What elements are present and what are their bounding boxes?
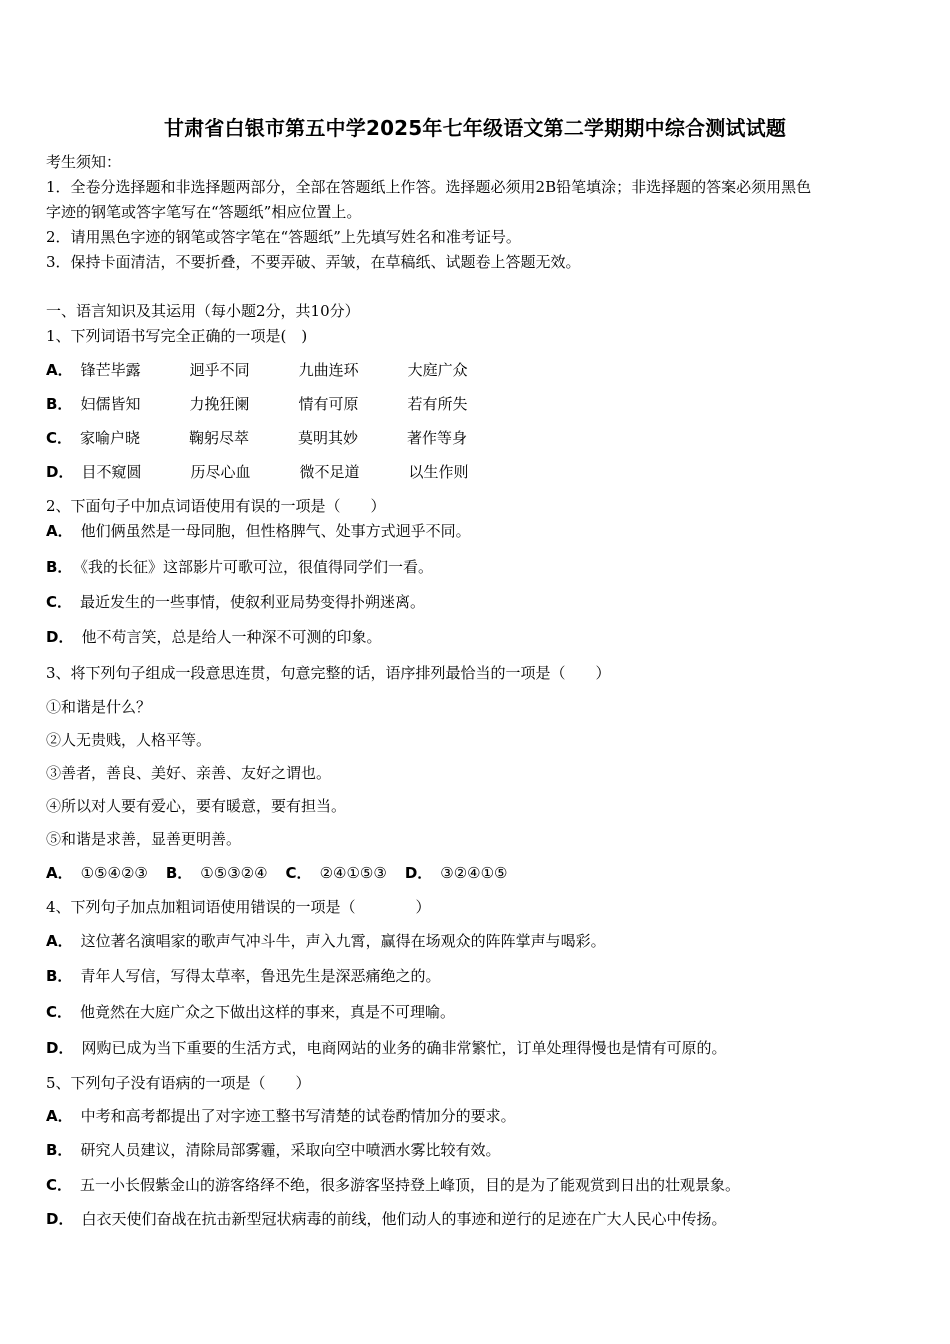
option-label: D． bbox=[46, 1210, 74, 1228]
option-label: C． bbox=[46, 429, 73, 447]
question-1-option-b bbox=[46, 394, 516, 414]
option-text: ②④①⑤③ bbox=[319, 864, 387, 882]
question-5-option-d bbox=[46, 1209, 726, 1229]
question-2-option-d bbox=[46, 627, 381, 647]
option-label: D． bbox=[404, 864, 433, 882]
page-title: 甘肃省白银市第五中学2025年七年级语文第二学期期中综合测试试题 bbox=[163, 116, 787, 140]
option-label: B． bbox=[46, 1141, 73, 1159]
option-text: 网购已成为当下重要的生活方式，电商网站的业务的确非常繁忙，订单处理得慢也是情有可原的。 bbox=[81, 1039, 727, 1057]
question-3-sentence-3: ③善者，善良、美好、亲善、友好之谓也。 bbox=[46, 764, 332, 782]
option-text: 他竟然在大庭广众之下做出这样的事来，真是不可理喻。 bbox=[80, 1003, 456, 1021]
option-text: 这位著名演唱家的歌声气冲斗牛，声入九霄，赢得在场观众的阵阵掌声与喝彩。 bbox=[80, 932, 606, 950]
option-text: 中考和高考都提出了对字迹工整书写清楚的试卷酌情加分的要求。 bbox=[80, 1107, 516, 1125]
option-label: C． bbox=[46, 1003, 73, 1021]
notice-heading: 考生须知： bbox=[46, 153, 122, 171]
option-word: 大庭广众 bbox=[407, 361, 468, 379]
notice-item-3: 3．保持卡面清洁，不要折叠，不要弄破、弄皱，在草稿纸、试题卷上答题无效。 bbox=[46, 253, 581, 271]
option-label: D． bbox=[46, 463, 74, 481]
question-4-option-c bbox=[46, 1002, 455, 1022]
question-4-option-b bbox=[46, 966, 440, 986]
option-text: 五一小长假紫金山的游客络绎不绝，很多游客坚持登上峰顶，目的是为了能观赏到日出的壮观景象。 bbox=[80, 1176, 741, 1194]
section-heading: 一、语言知识及其运用（每小题2分，共10分） bbox=[46, 302, 360, 320]
option-word: 妇儒皆知 bbox=[80, 395, 141, 413]
question-3-option-b bbox=[166, 863, 268, 883]
option-word: 历尽心血 bbox=[190, 463, 251, 481]
question-1-option-c bbox=[46, 428, 516, 448]
option-word: 微不足道 bbox=[299, 463, 360, 481]
option-word: 锋芒毕露 bbox=[80, 361, 141, 379]
option-label: C． bbox=[46, 593, 73, 611]
option-text: 他不苟言笑，总是给人一种深不可测的印象。 bbox=[81, 628, 382, 646]
question-2-option-c bbox=[46, 592, 425, 612]
option-label: A． bbox=[46, 522, 73, 540]
question-4-option-d bbox=[46, 1038, 726, 1058]
question-3-option-a bbox=[46, 863, 148, 883]
option-label: B． bbox=[46, 967, 73, 985]
option-label: A． bbox=[46, 932, 73, 950]
option-text: 他们俩虽然是一母同胞，但性格脾气、处事方式迥乎不同。 bbox=[80, 522, 471, 540]
option-label: C． bbox=[285, 864, 312, 882]
option-label: D． bbox=[46, 628, 74, 646]
option-word: 鞠躬尽萃 bbox=[189, 429, 250, 447]
option-text: 《我的长征》这部影片可歌可泣，很值得同学们一看。 bbox=[80, 558, 433, 576]
question-3-stem: 3、将下列句子组成一段意思连贯，句意完整的话，语序排列最恰当的一项是（ ） bbox=[46, 664, 611, 682]
question-3-sentence-5: ⑤和谐是求善，显善更明善。 bbox=[46, 830, 242, 848]
notice-item-2: 2．请用黑色字迹的钢笔或答字笔在“答题纸”上先填写姓名和准考证号。 bbox=[46, 228, 521, 246]
question-3-option-c bbox=[286, 863, 387, 883]
notice-item-1: 1．全卷分选择题和非选择题两部分，全部在答题纸上作答。选择题必须用2B铅笔填涂；非选择题的答案必须用黑色 bbox=[46, 178, 812, 196]
option-text: 白衣天使们奋战在抗击新型冠状病毒的前线，他们动人的事迹和逆行的足迹在广大人民心中传扬。 bbox=[81, 1210, 727, 1228]
question-5-stem: 5、下列句子没有语病的一项是（ ） bbox=[46, 1074, 311, 1092]
question-5-option-c bbox=[46, 1175, 740, 1195]
question-2-option-a bbox=[46, 521, 471, 541]
option-label: A． bbox=[46, 1107, 73, 1125]
option-word: 情有可原 bbox=[298, 395, 359, 413]
option-text: ①⑤④②③ bbox=[80, 864, 148, 882]
option-text: 研究人员建议，清除局部雾霾，采取向空中喷洒水雾比较有效。 bbox=[80, 1141, 501, 1159]
option-word: 九曲连环 bbox=[298, 361, 359, 379]
question-2-option-b bbox=[46, 557, 433, 577]
notice-item-1-cont: 字迹的钢笔或答字笔写在“答题纸”相应位置上。 bbox=[46, 203, 362, 221]
option-label: B． bbox=[46, 395, 73, 413]
option-word: 莫明其妙 bbox=[298, 429, 359, 447]
option-text: 青年人写信，写得太草率，鲁迅先生是深恶痛绝之的。 bbox=[80, 967, 441, 985]
question-1-stem: 1、下列词语书写完全正确的一项是( ) bbox=[46, 327, 308, 345]
option-word: 著作等身 bbox=[407, 429, 468, 447]
question-1-option-d bbox=[46, 462, 517, 482]
option-label: D． bbox=[46, 1039, 74, 1057]
question-3-sentence-4: ④所以对人要有爱心，要有暖意，要有担当。 bbox=[46, 797, 347, 815]
question-2-stem: 2、下面句子中加点词语使用有误的一项是（ ） bbox=[46, 497, 386, 515]
option-label: B． bbox=[46, 558, 73, 576]
option-word: 若有所失 bbox=[407, 395, 468, 413]
option-label: B． bbox=[165, 864, 193, 882]
option-text: ①⑤③②④ bbox=[200, 864, 268, 882]
option-word: 迥乎不同 bbox=[189, 361, 250, 379]
question-3-options bbox=[46, 863, 526, 883]
option-text: ③②④①⑤ bbox=[440, 864, 508, 882]
question-4-option-a bbox=[46, 931, 606, 951]
question-3-sentence-2: ②人无贵贱，人格平等。 bbox=[46, 731, 212, 749]
option-word: 以生作则 bbox=[408, 463, 469, 481]
option-label: A． bbox=[46, 864, 73, 882]
option-label: A． bbox=[46, 361, 73, 379]
question-4-stem: 4、下列句子加点加粗词语使用错误的一项是（ ） bbox=[46, 898, 431, 916]
question-3-sentence-1: ①和谐是什么？ bbox=[46, 698, 152, 716]
option-word: 家喻户晓 bbox=[80, 429, 141, 447]
option-word: 力挽狂阑 bbox=[189, 395, 250, 413]
option-label: C． bbox=[46, 1176, 73, 1194]
question-3-option-d bbox=[405, 863, 508, 883]
question-5-option-a bbox=[46, 1106, 516, 1126]
question-1-option-a bbox=[46, 360, 517, 380]
option-word: 目不窥圆 bbox=[81, 463, 142, 481]
question-5-option-b bbox=[46, 1140, 500, 1160]
option-text: 最近发生的一些事情，使叙利亚局势变得扑朔迷离。 bbox=[80, 593, 426, 611]
